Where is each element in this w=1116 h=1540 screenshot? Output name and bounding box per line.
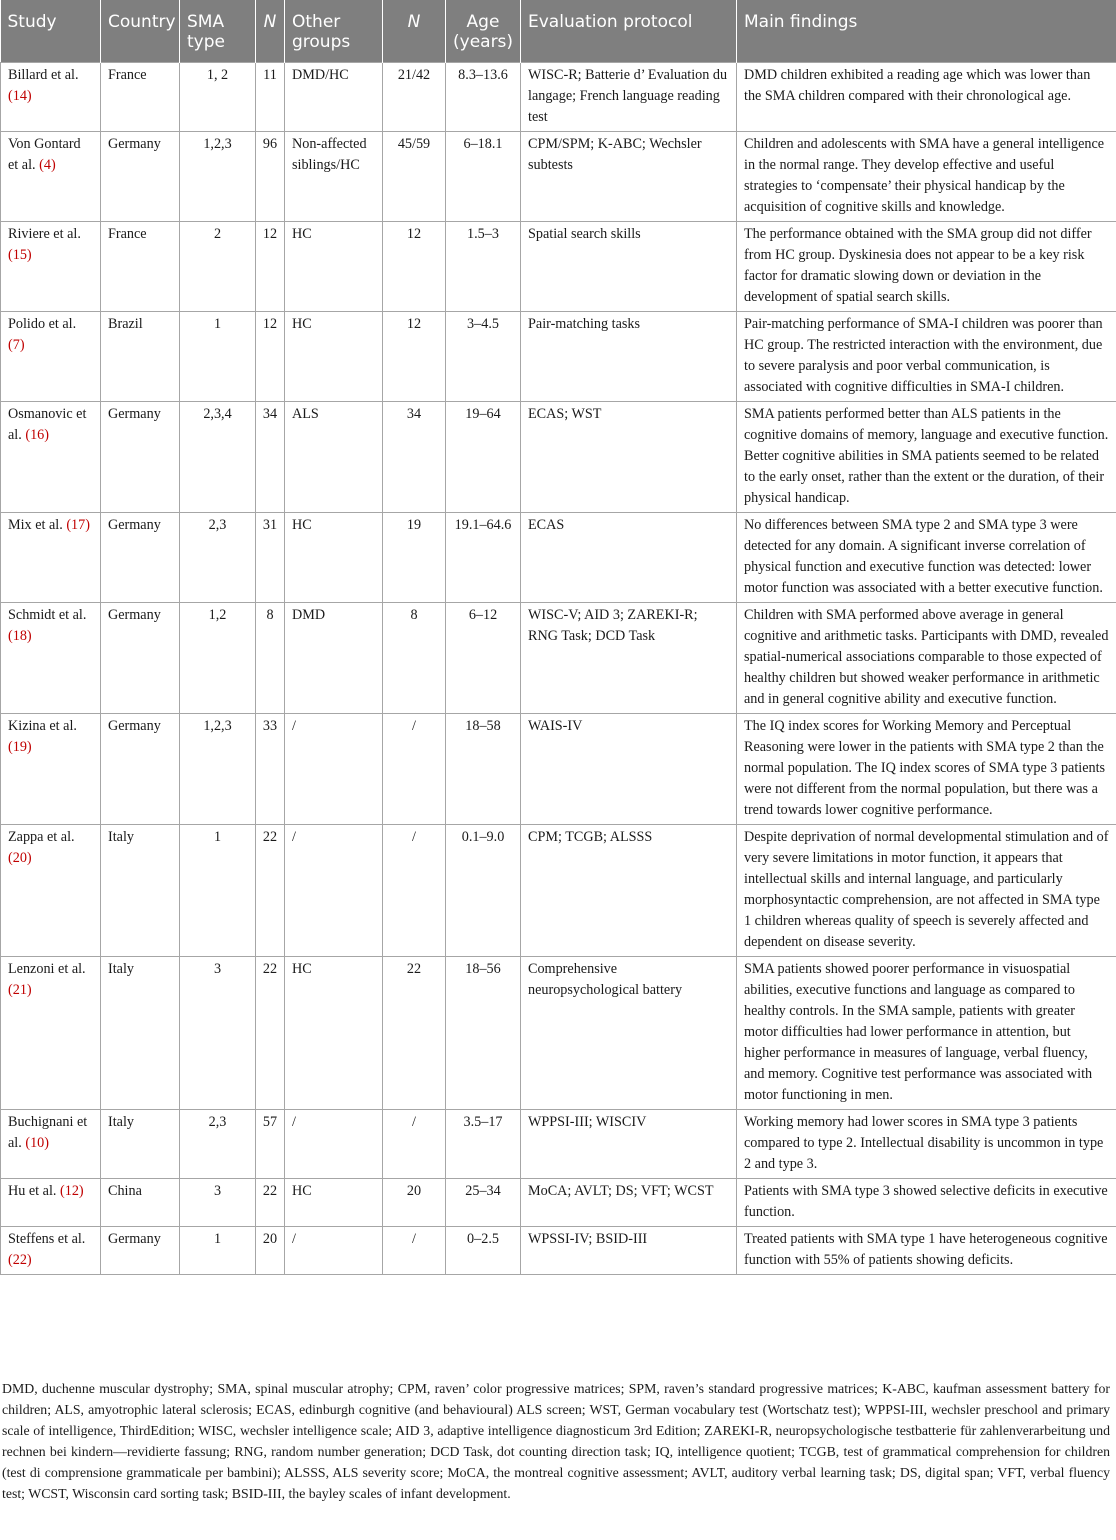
findings-cell: Despite deprivation of normal developmental stimulation and of very severe limitations in motor function, it appears that intellectual skills and internal language, and particularly morphosyntactic comprehension, are not affected in SMA type 1 children whereas quality of speech is severely affected and dependent on disease severity. [737, 825, 1116, 957]
protocol-cell: ECAS; WST [521, 402, 737, 513]
n-other-cell: 8 [383, 603, 446, 714]
protocol-cell: CPM/SPM; K-ABC; Wechsler subtests [521, 132, 737, 222]
age-cell: 8.3–13.6 [446, 63, 521, 132]
n-other-cell: 19 [383, 513, 446, 603]
findings-cell: DMD children exhibited a reading age which was lower than the SMA children compared with their chronological age. [737, 63, 1116, 132]
n-cell: 96 [256, 132, 285, 222]
sma-type-cell: 2,3 [180, 1110, 256, 1179]
table-row [1, 1179, 1116, 1227]
study-cell [1, 63, 101, 132]
header-study: Study [1, 0, 101, 63]
n-cell: 11 [256, 63, 285, 132]
table-row [1, 63, 1116, 132]
other-groups-cell: / [285, 714, 383, 825]
age-cell: 19–64 [446, 402, 521, 513]
reference-link[interactable]: (17) [66, 517, 90, 533]
findings-cell: The IQ index scores for Working Memory and Perceptual Reasoning were lower in the patients with SMA type 2 than the normal population. The IQ index scores of SMA type 3 patients were not different from the normal population, but there was a trend towards lower cognitive performance. [737, 714, 1116, 825]
country-cell: Brazil [101, 312, 180, 402]
protocol-cell: WPPSI-III; WISCIV [521, 1110, 737, 1179]
other-groups-cell: HC [285, 312, 383, 402]
reference-link[interactable]: (14) [8, 88, 32, 104]
reference-link[interactable]: (18) [8, 628, 32, 644]
other-groups-cell: HC [285, 1179, 383, 1227]
reference-link[interactable]: (22) [8, 1252, 32, 1268]
table-row [1, 1110, 1116, 1179]
table-footnote: DMD, duchenne muscular dystrophy; SMA, spinal muscular atrophy; CPM, raven’ color progressive matrices; SPM, raven’s standard progressive matrices; K-ABC, kaufman assessment battery for children; ALS, amyotrophic lateral sclerosis; ECAS, edinburgh cognitive (and behavioural) ALS screen; WST, German vocabulary test (Wortschatz test); WPPSI-III, wechsler preschool and primary scale of intelligence, ThirdEdition; WISC, wechsler intelligence scale; AID 3, adaptive intelligence diagnosticum 3rd Edition; ZAREKI-R, neuropsychologische testbatterie für zahlenverarbeitung und rechnen bei kindern—revidierte fassung; RNG, random number generation; DCD Task, dot counting direction task; IQ, intelligence quotient; TCGB, test of grammatical comprehension for children (test di comprensione grammaticale per bambini); ALSSS, ALS severity score; MoCA, the montreal cognitive assessment; AVLT, auditory verbal learning task; DS, digital span; VFT, verbal fluency test; WCST, Wisconsin card sorting task; BSID-III, the bayley scales of infant development. [2, 1381, 1110, 1501]
reference-link[interactable]: (21) [8, 982, 32, 998]
findings-cell: Working memory had lower scores in SMA type 3 patients compared to type 2. Intellectual disability is uncommon in type 2 and type 3. [737, 1110, 1116, 1179]
findings-cell: SMA patients performed better than ALS patients in the cognitive domains of memory, language and executive function. Better cognitive abilities in SMA patients seemed to be related to the early onset, rather than the extent or the duration, of their physical handicap. [737, 402, 1116, 513]
country-cell: China [101, 1179, 180, 1227]
study-author: Billard et al. [8, 67, 79, 83]
table-row [1, 312, 1116, 402]
header-age: Age (years) [446, 0, 521, 63]
table-row [1, 402, 1116, 513]
findings-cell: The performance obtained with the SMA group did not differ from HC group. Dyskinesia does not appear to be a key risk factor for dramatic slowing down or deviation in the development of spatial search skills. [737, 222, 1116, 312]
table-row [1, 603, 1116, 714]
study-cell [1, 222, 101, 312]
header-sma-type: SMA type [180, 0, 256, 63]
study-author: Buchignani et al. [8, 1114, 88, 1151]
sma-type-cell: 3 [180, 1179, 256, 1227]
sma-type-cell: 1 [180, 312, 256, 402]
other-groups-cell: HC [285, 513, 383, 603]
country-cell: Germany [101, 513, 180, 603]
n-other-cell: 20 [383, 1179, 446, 1227]
sma-type-cell: 2 [180, 222, 256, 312]
study-author: Lenzoni et al. [8, 961, 86, 977]
age-cell: 6–18.1 [446, 132, 521, 222]
study-author: Kizina et al. [8, 718, 77, 734]
other-groups-cell: HC [285, 957, 383, 1110]
n-cell: 31 [256, 513, 285, 603]
reference-link[interactable]: (20) [8, 850, 32, 866]
study-cell [1, 402, 101, 513]
n-cell: 8 [256, 603, 285, 714]
header-n-other: N [383, 0, 446, 63]
country-cell: Germany [101, 714, 180, 825]
reference-link[interactable]: (4) [39, 157, 56, 173]
age-cell: 6–12 [446, 603, 521, 714]
other-groups-cell: Non-affected siblings/HC [285, 132, 383, 222]
sma-type-cell: 2,3 [180, 513, 256, 603]
age-cell: 19.1–64.6 [446, 513, 521, 603]
n-other-cell: 12 [383, 312, 446, 402]
sma-type-cell: 1,2 [180, 603, 256, 714]
protocol-cell: ECAS [521, 513, 737, 603]
table-row [1, 132, 1116, 222]
table-row [1, 222, 1116, 312]
reference-link[interactable]: (12) [60, 1183, 84, 1199]
table-row [1, 825, 1116, 957]
country-cell: Germany [101, 1227, 180, 1275]
age-cell: 18–56 [446, 957, 521, 1110]
age-cell: 18–58 [446, 714, 521, 825]
sma-type-cell: 2,3,4 [180, 402, 256, 513]
study-cell [1, 825, 101, 957]
n-other-cell: 45/59 [383, 132, 446, 222]
header-country: Country [101, 0, 180, 63]
study-author: Schmidt et al. [8, 607, 87, 623]
study-author: Von Gontard et al. [8, 136, 81, 173]
n-cell: 34 [256, 402, 285, 513]
findings-cell: Pair-matching performance of SMA-I children was poorer than HC group. The restricted interaction with the environment, due to severe paralysis and poor verbal communication, is associated with cognitive difficulties in SMA-I children. [737, 312, 1116, 402]
other-groups-cell: HC [285, 222, 383, 312]
age-cell: 0–2.5 [446, 1227, 521, 1275]
study-author: Steffens et al. [8, 1231, 86, 1247]
findings-cell: Treated patients with SMA type 1 have heterogeneous cognitive function with 55% of patients showing deficits. [737, 1227, 1116, 1275]
n-cell: 20 [256, 1227, 285, 1275]
other-groups-cell: / [285, 1227, 383, 1275]
header-findings: Main findings [737, 0, 1116, 63]
study-cell [1, 957, 101, 1110]
study-cell [1, 312, 101, 402]
protocol-cell: WAIS-IV [521, 714, 737, 825]
reference-link[interactable]: (16) [25, 427, 49, 443]
header-n: N [256, 0, 285, 63]
n-cell: 22 [256, 825, 285, 957]
n-other-cell: 22 [383, 957, 446, 1110]
header-row [1, 0, 1116, 63]
other-groups-cell: / [285, 1110, 383, 1179]
study-author: Hu et al. [8, 1183, 57, 1199]
age-cell: 0.1–9.0 [446, 825, 521, 957]
sma-type-cell: 1 [180, 825, 256, 957]
age-cell: 3–4.5 [446, 312, 521, 402]
country-cell: Italy [101, 957, 180, 1110]
reference-link[interactable]: (7) [8, 337, 25, 353]
sma-type-cell: 1,2,3 [180, 714, 256, 825]
n-other-cell: 34 [383, 402, 446, 513]
header-other-groups: Other groups [285, 0, 383, 63]
protocol-cell: WPSSI-IV; BSID-III [521, 1227, 737, 1275]
study-author: Zappa et al. [8, 829, 75, 845]
sma-type-cell: 1,2,3 [180, 132, 256, 222]
table-body [1, 63, 1116, 1275]
other-groups-cell: DMD/HC [285, 63, 383, 132]
study-cell [1, 132, 101, 222]
header-protocol: Evaluation protocol [521, 0, 737, 63]
country-cell: Germany [101, 402, 180, 513]
reference-link[interactable]: (10) [25, 1135, 49, 1151]
country-cell: Italy [101, 825, 180, 957]
study-author: Polido et al. [8, 316, 77, 332]
reference-link[interactable]: (15) [8, 247, 32, 263]
findings-cell: SMA patients showed poorer performance in visuospatial abilities, executive functions and language as compared to healthy controls. In the SMA sample, patients with greater motor difficulties had lower performance in attention, but higher performance in measures of language, verbal fluency, and memory. Cognitive test performance was associated with motor functioning in men. [737, 957, 1116, 1110]
protocol-cell: WISC-R; Batterie d’ Evaluation du langage; French language reading test [521, 63, 737, 132]
age-cell: 3.5–17 [446, 1110, 521, 1179]
table-row [1, 957, 1116, 1110]
study-cell [1, 1227, 101, 1275]
n-other-cell: 21/42 [383, 63, 446, 132]
country-cell: France [101, 222, 180, 312]
study-cell [1, 1179, 101, 1227]
n-cell: 57 [256, 1110, 285, 1179]
sma-type-cell: 1, 2 [180, 63, 256, 132]
other-groups-cell: DMD [285, 603, 383, 714]
table-row [1, 714, 1116, 825]
n-other-cell: 12 [383, 222, 446, 312]
country-cell: Germany [101, 603, 180, 714]
protocol-cell: WISC-V; AID 3; ZAREKI-R; RNG Task; DCD Task [521, 603, 737, 714]
other-groups-cell: ALS [285, 402, 383, 513]
study-cell [1, 603, 101, 714]
findings-cell: Patients with SMA type 3 showed selective deficits in executive function. [737, 1179, 1116, 1227]
n-other-cell: / [383, 1110, 446, 1179]
n-other-cell: / [383, 1227, 446, 1275]
sma-type-cell: 1 [180, 1227, 256, 1275]
protocol-cell: Spatial search skills [521, 222, 737, 312]
age-cell: 25–34 [446, 1179, 521, 1227]
other-groups-cell: / [285, 825, 383, 957]
study-cell [1, 1110, 101, 1179]
findings-cell: No differences between SMA type 2 and SMA type 3 were detected for any domain. A significant inverse correlation of physical function and executive function was detected: lower motor function was associated with a better executive function. [737, 513, 1116, 603]
country-cell: Germany [101, 132, 180, 222]
study-author: Osmanovic et al. [8, 406, 87, 443]
protocol-cell: CPM; TCGB; ALSSS [521, 825, 737, 957]
table-row [1, 513, 1116, 603]
n-cell: 22 [256, 957, 285, 1110]
n-other-cell: / [383, 825, 446, 957]
n-cell: 12 [256, 312, 285, 402]
study-cell [1, 513, 101, 603]
country-cell: Italy [101, 1110, 180, 1179]
study-author: Mix et al. [8, 517, 63, 533]
n-other-cell: / [383, 714, 446, 825]
n-cell: 12 [256, 222, 285, 312]
country-cell: France [101, 63, 180, 132]
findings-cell: Children with SMA performed above average in general cognitive and arithmetic tasks. Participants with DMD, revealed spatial-numerical associations comparable to those expected of healthy children but showed weaker performance in arithmetic and in general cognitive ability and executive function. [737, 603, 1116, 714]
reference-link[interactable]: (19) [8, 739, 32, 755]
n-cell: 22 [256, 1179, 285, 1227]
n-cell: 33 [256, 714, 285, 825]
protocol-cell: Comprehensive neuropsychological battery [521, 957, 737, 1110]
protocol-cell: Pair-matching tasks [521, 312, 737, 402]
findings-cell: Children and adolescents with SMA have a general intelligence in the normal range. They develop effective and useful strategies to ‘compensate’ their physical handicap by the acquisition of cognitive skills and knowledge. [737, 132, 1116, 222]
age-cell: 1.5–3 [446, 222, 521, 312]
table-row [1, 1227, 1116, 1275]
study-cell [1, 714, 101, 825]
study-author: Riviere et al. [8, 226, 81, 242]
protocol-cell: MoCA; AVLT; DS; VFT; WCST [521, 1179, 737, 1227]
sma-type-cell: 3 [180, 957, 256, 1110]
